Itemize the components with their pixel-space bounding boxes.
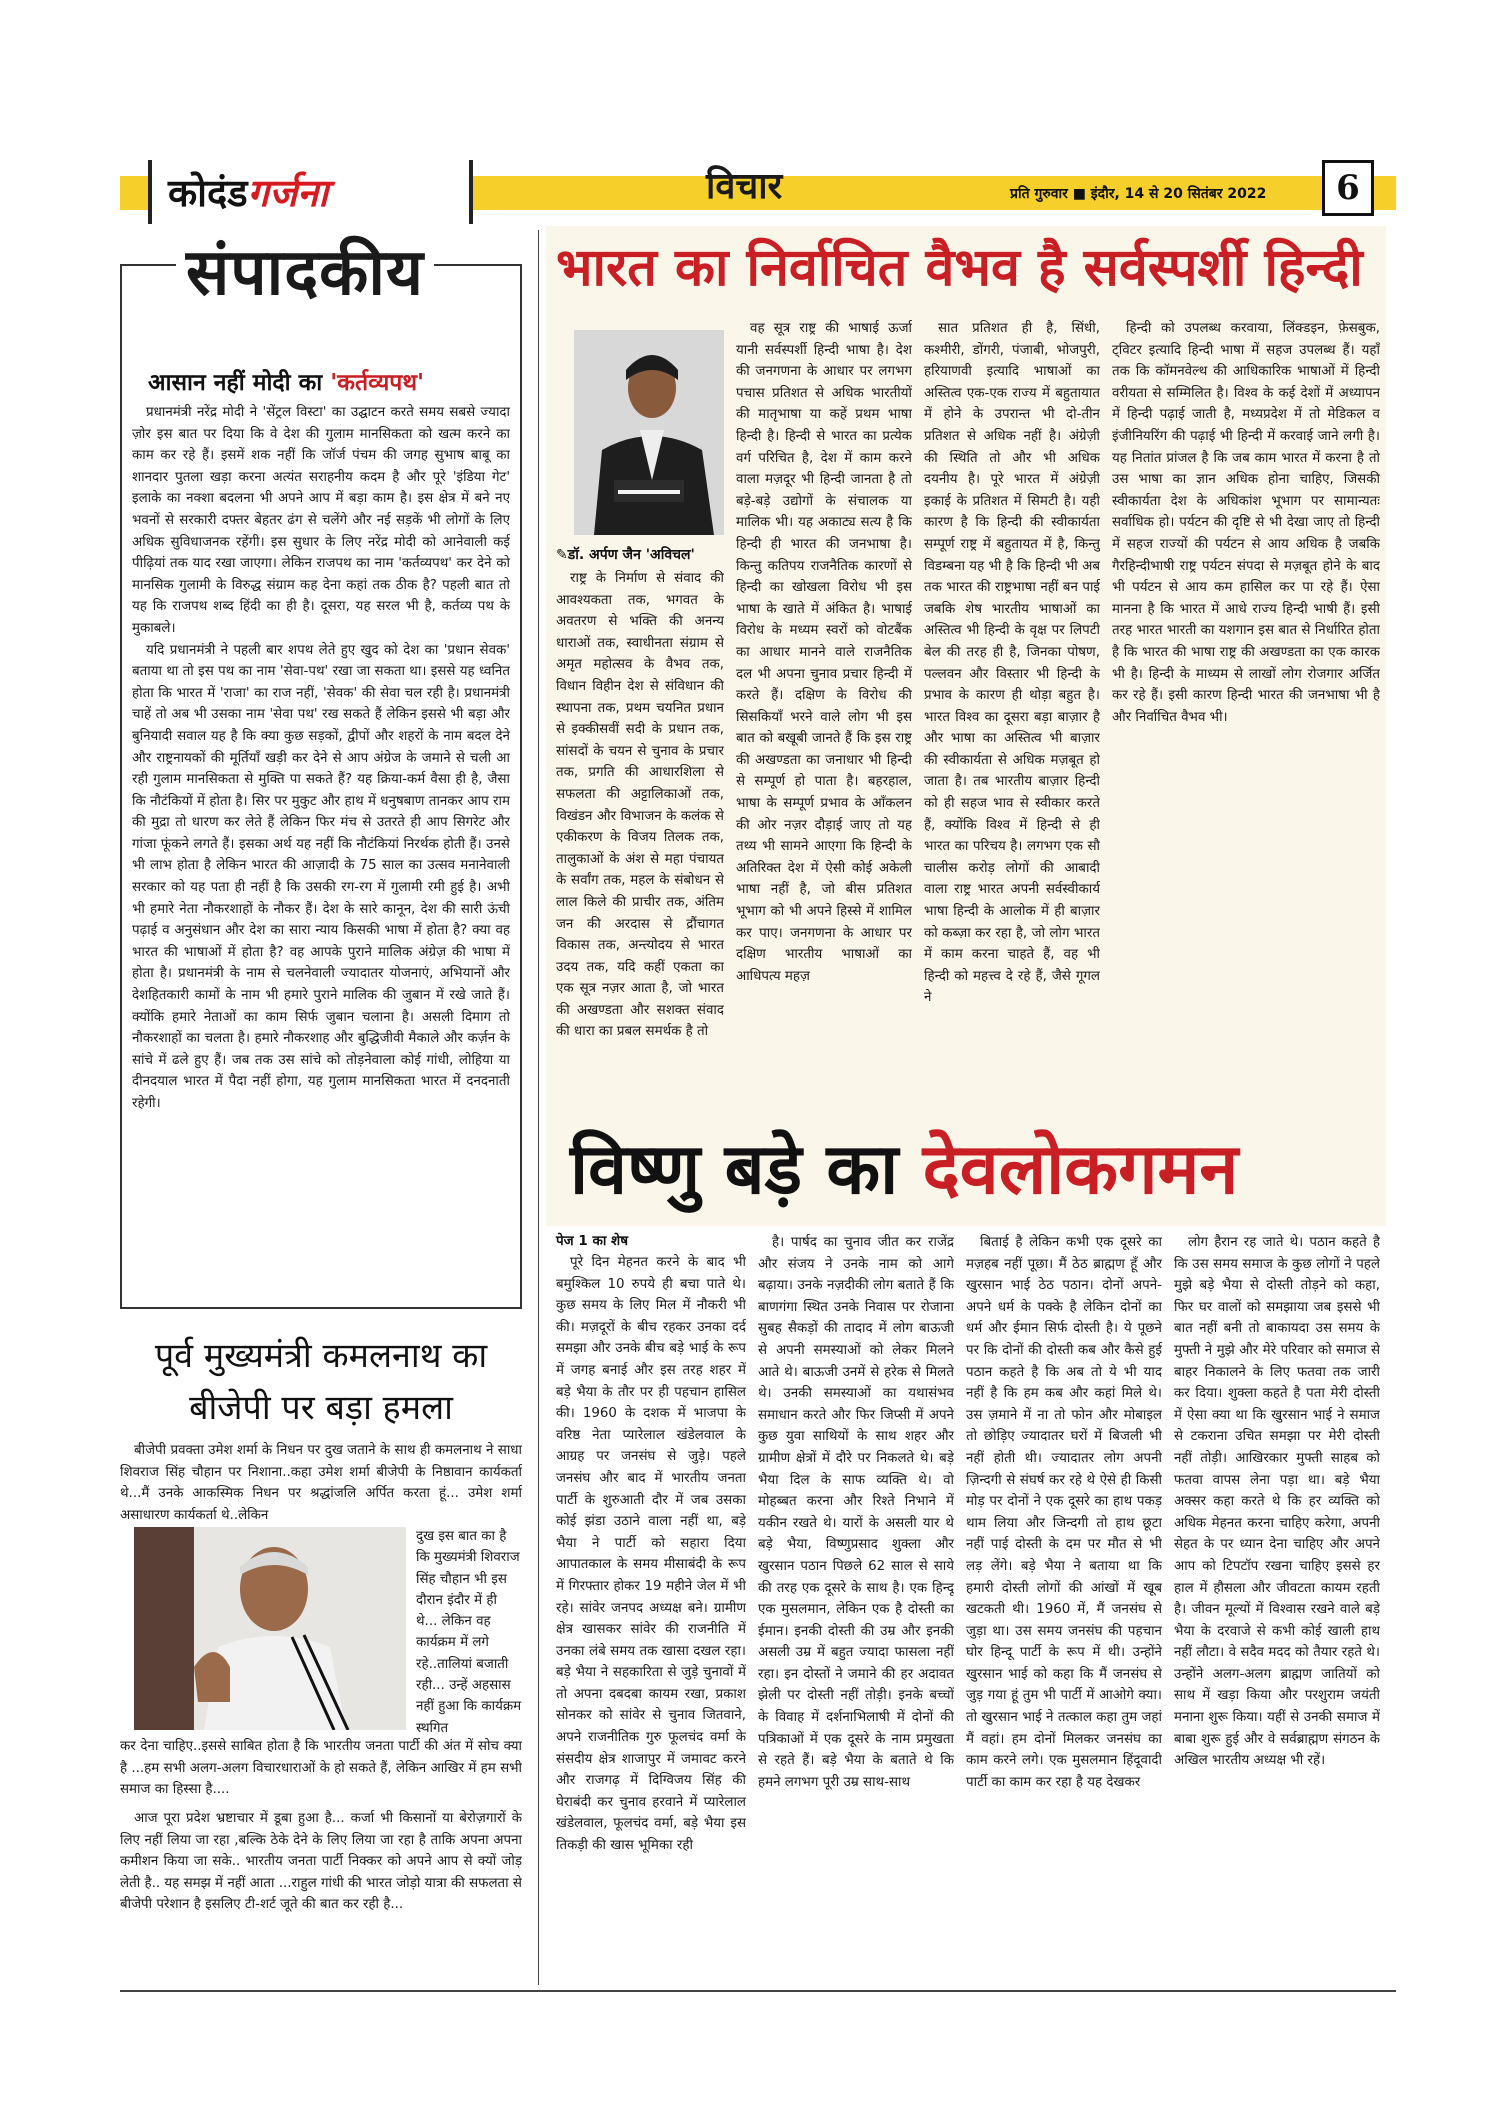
editorial-headline-highlight: 'कर्तव्यपथ': [330, 370, 425, 396]
kamalnath-body: [120, 1736, 522, 1808]
kamalnath-side-text-body: दुख इस बात का है कि मुख्यमंत्री शिवराज सिंह चौहान भी इस दौरान इंदौर में ही थे... लेकिन वह कार्यक्रम में लगे रहे..तालियां बजाती रही... उन्हें अहसास नहीं हुआ कि कार्यक्रम स्थगित: [416, 1529, 522, 1736]
hindi-article-text: राष्ट्र के निर्माण से संवाद की आवश्यकता तक, भगवत के अवतरण से भक्ति की अनन्य धाराओं तक, स्वाधीनता संग्राम से अमृत महोत्सव के वैभव तक, विधान विहीन देश से संविधान की स्थापना तक, प्रथम चयनित प्रधान से इक्कीसवीं सदी के प्रधान तक, सांसदों के चयन से चुनाव के प्रचार तक, प्रगति की आधारशिला से सफलता की अट्टालिकाओं तक, विखंडन और विभाजन के कलंक से एकीकरण के विजय तिलक तक, तालुकाओं के अंश से महा पंचायत के सर्वांग तक, महल के संबोधन से लाल किले की प्राचीर तक, अंतिम जन की अरदास से द्रौंचागत विकास तक, अन्त्योदय से भारत उदय तक, यदि कहीं एकता का एक सूत्र नज़र आता है, जो भारत की अखण्डता और सशक्त संवाद की धारा का प्रबल समर्थक है तो: [556, 571, 724, 1040]
hindi-article-column-4: [1112, 318, 1380, 1073]
kamalnath-photo-image: [134, 1527, 406, 1730]
vishnu-article-text: है। पार्षद का चुनाव जीत कर राजेंद्र और संजय ने उनके नाम को आगे बढ़ाया। उनके नज़दीकी लोग बताते हैं कि बाणगंगा स्थित उनके निवास पर रोजाना सुबह सैकड़ों की तादाद में लोग बाऊजी से अपनी समस्याओं को लेकर मिलने आते थे। बाऊजी उनमें से हरेक से मिलते थे। उनकी समस्याओं का यथासंभव समाधान करते और फिर जिप्सी में अपने कुछ युवा साथियों के साथ शहर और ग्रामीण क्षेत्रों में दौरे पर निकलते थे। बड़े भैया दिल के साफ व्यक्ति थे। वो मोहब्बत करना और रिश्ते निभाने में यकीन रखते थे। यारों के असली यार थे बड़े भैया, विष्णुप्रसाद शुक्ला और खुरसान पठान पिछले 62 साल से साये की तरह एक दूसरे के साथ है। एक हिन्दू एक मुसलमान, लेकिन एक है दोस्ती का ईमान। इनकी दोस्ती की उम्र और इनकी असली उम्र में बहुत ज्यादा फासला नहीं रहा। इन दोस्तों ने जमाने की हर अदावत झेली पर दोस्ती नहीं तोड़ी। इनके बच्चों के विवाह में दर्शनाभिलाषी में दोनों की पत्रिकाओं में एक दूसरे के नाम प्रमुखता से रहते हैं। बड़े भैया के बताते थे कि हमने लगभग पूरी उम्र साथ-साथ: [758, 1235, 954, 1790]
bottom-rule: [120, 1990, 1396, 1992]
hindi-article-column-1: [556, 568, 724, 1073]
author-photo-image: [574, 330, 724, 535]
vishnu-headline-red: देवलोकगमन: [922, 1127, 1239, 1210]
hindi-article-headline: भारत का निर्वाचित वैभव है सर्वस्पर्शी हिन्दी: [556, 237, 1363, 298]
hindi-article-text: सात प्रतिशत ही है, सिंधी, कश्मीरी, डोंगरी, पंजाबी, भोजपुरी, हरियाणवी इत्यादि भाषाओं का अस्तित्व एक-एक राज्य में बहुतायात में होने के उपरान्त भी दो-तीन प्रतिशत से अधिक नहीं है। अंग्रेज़ी की स्थिति तो और भी अधिक दयनीय है। पूरे भारत में अंग्रेज़ी इकाई के प्रतिशत में सिमटी है। यही कारण है कि हिन्दी की स्वीकार्यता सम्पूर्ण राष्ट्र में बहुतायत में है, किन्तु विडम्बना यह भी है कि हिन्दी भी अब तक भारत की राष्ट्रभाषा नहीं बन पाई जबकि शेष भारतीय भाषाओं का अस्तित्व भी हिन्दी के वृक्ष पर लिपटी बेल की तरह ही है, जिनका पोषण, पल्लवन और विस्तार भी हिन्दी के प्रभाव के कारण ही थोड़ा बहुत है। भारत विश्व का दूसरा बड़ा बाज़ार है और भाषा का अस्तित्व भी बाज़ार की स्वीकार्यता से अधिक मज़बूत हो जाता है। तब भारतीय बाज़ार हिन्दी को ही सहज भाव से स्वीकार करते हैं, क्योंकि विश्व में हिन्दी से ही भारत का परिचय है। लगभग एक सौ चालीस करोड़ लोगों की आबादी वाला राष्ट्र भारत अपनी सर्वस्वीकार्य भाषा हिन्दी के आलोक में ही बाज़ार को कब्ज़ा कर रहा है, जो लोग भारत में काम करना चाहते हैं, वह भी हिन्दी को महत्त्व दे रहे हैं, जैसे गूगल ने: [924, 321, 1100, 1006]
editorial-headline: [148, 365, 424, 397]
dateline: प्रति गुरुवार ■ इंदौर, 14 से 20 सितंबर 2022: [1010, 186, 1267, 202]
logo-text-part2: गर्जना: [247, 170, 329, 215]
hindi-article-text: वह सूत्र राष्ट्र की भाषाई ऊर्जा यानी सर्वस्पर्शी हिन्दी भाषा है। देश की जनगणना के आधार पर लगभग पचास प्रतिशत से अधिक भारतीयों की मातृभाषा या कहें प्रथम भाषा हिन्दी है। हिन्दी से भारत का प्रत्येक वर्ग परिचित है, देश में काम करने वाला मज़दूर भी हिन्दी जानता है तो बड़े-बड़े उद्योगों के संचालक या मालिक भी। यह अकाट्य सत्य है कि हिन्दी ही भारत की जनभाषा है। किन्तु कतिपय राजनैतिक कारणों से हिन्दी का खोखला विरोध भी इस भाषा के खाते में अंकित है। भाषाई विरोध के मध्यम स्वरों को वोटबैंक का आधार मानने वाले राजनैतिक दल भी अपना चुनाव प्रचार हिन्दी में करते हैं। दक्षिण के विरोध की सिसकियाँ भरने वाले लोग भी इस बात को बखूबी जानते हैं कि इस राष्ट्र की अखण्डता का जनाधार भी हिन्दी से सम्पूर्ण हो पाता है। बहरहाल, भाषा के सम्पूर्ण प्रभाव के आँकलन की ओर नज़र दौड़ाई जाए तो यह तथ्य भी सामने आएगा कि हिन्दी के अतिरिक्त देश में ऐसी कोई अकेली भाषा नहीं है, जो बीस प्रतिशत भूभाग को भी अपने हिस्से में शामिल कर पाए। जनगणना के आधार पर दक्षिण भारतीय भाषाओं का आधिपत्य महज़: [736, 321, 912, 984]
vishnu-article-column-4: [1174, 1232, 1380, 1982]
hindi-article-column-2: [736, 318, 912, 1073]
section-title: विचार: [706, 165, 783, 207]
kamalnath-intro: [120, 1440, 522, 1526]
kamalnath-body-text-2: आज पूरा प्रदेश भ्रष्टाचार में डूबा हुआ है... कर्जा भी किसानों या बेरोज़गारों के लिए नहीं लिया जा रहा ,बल्कि ठेके देने के लिए लिया जा रहा है ताकि अपना अपना कमीशन किया जा सके.. भारतीय जनता पार्टी निक्कर को अपने आप से क्यों जोड़ लेती है.. यह समझ में नहीं आता ...राहुल गांधी की भारत जोड़ो यात्रा की सफलता से बीजेपी परेशान है इसलिए टी-शर्ट जूते की बात कर रही है...: [120, 1811, 522, 1913]
newspaper-logo: [148, 160, 473, 224]
vishnu-article-column-1: [556, 1252, 746, 1982]
page-number: 6: [1322, 160, 1374, 216]
vishnu-article-text: लोग हैरान रह जाते थे। पठान कहते है कि उस समय समाज के कुछ लोगों ने पहले मुझे बड़े भैया से दोस्ती तोड़ने को कहा, फिर घर वालों को समझाया जब इससे भी बात नहीं बनी तो बाकायदा उस समय के मुफ्ती ने मुझे और मेरे परिवार को समाज से बाहर निकालने के लिए फतवा तक जारी कर दिया। शुक्ला कहते है पता मेरी दोस्ती में ऐसा क्या था कि खुरसान भाई ने समाज से टकराना उचित समझा पर मेरी दोस्ती नहीं तोड़ी। आखिरकार मुफ्ती साहब को फतवा वापस लेना पड़ा था। बड़े भैया अक्सर कहा करते थे कि हर व्यक्ति को अधिक मेहनत करना चाहिए करेगा, अपनी सेहत के पर ध्यान देना चाहिए और अपने आप को टिपटॉप रखना चाहिए इससे हर हाल में हौसला और जीवटता कायम रहती है। जीवन मूल्यों में विश्वास रखने वाले बड़े भैया के दरवाजे से कभी कोई खाली हाथ नहीं लौटा। वे सदैव मदद को तैयार रहते थे। उन्होंने अलग-अलग ब्राह्मण जातियों को साथ में खड़ा किया और परशुराम जयंती मनाना शुरू किया। यहीं से उनकी समाज में बाबा शुरू हुई और वे सर्वब्राह्मण संगठन के अखिल भारतीय अध्यक्ष भी रहें।: [1174, 1235, 1380, 1769]
editorial-label: संपादकीय: [176, 226, 434, 313]
editorial-paragraph: यदि प्रधानमंत्री ने पहली बार शपथ लेते हुए खुद को देश का 'प्रधान सेवक' बताया था तो इस पथ का नाम 'सेवा-पथ' रखा जा सकता था। इससे यह ध्वनित होता कि भारत में 'राजा' का राज नहीं, 'सेवक' की सेवा चल रही है। प्रधानमंत्री चाहें तो अब भी उसका नाम 'सेवा पथ' रख सकते हैं लेकिन इससे भी बड़ा और बुनियादी सवाल यह है कि क्या कुछ सड़कों, द्वीपों और शहरों के नाम बदल देने और राष्ट्रनायकों की मूर्तियाँ खड़ी कर देने से आप अंग्रेज के जमाने से चली आ रही गुलाम मानसिकता से मुक्ति पा सकते हैं? यह क्रिया-कर्म वैसा ही है, जैसा कि नौटंकियों में होता है। सिर पर मुकुट और हाथ में धनुषबाण तानकर आप राम की मुद्रा तो धारण कर लेते हैं लेकिन फिर मंच से उतरते ही आप सिगरेट और गांजा फूंकने लगते हैं। इसका अर्थ यह नहीं कि नौटंकियां निरर्थक होती हैं। उनसे भी लाभ होता है लेकिन भारत की आज़ादी के 75 साल का उत्सव मनानेवाली सरकार को यह पता ही नहीं है कि उसकी रग-रग में गुलामी रमी हुई है। अभी भी हमारे नेता नौकरशाहों के नौकर हैं। देश के सारे कानून, देश की सारी ऊंची पढ़ाई व अनुसंधान और देश का सारा न्याय किसकी भाषा में होता है? क्या वह भारत की भाषाओं में होता है? वह आपके पुराने मालिक अंग्रेज़ की भाषा में होता है। प्रधानमंत्री के नाम से चलनेवाली ज्यादातर योजनाएं, अभियानों और देशहितकारी कामों के नाम भी हमारे पुराने मालिक की जुबान में रखे जाते हैं। क्योंकि हमारे नेताओं का काम सिर्फ जुबान चलाना है। असली दिमाग तो नौकरशाहों का चलता है। हमारे नौकरशाह और बुद्धिजीवी मैकाले और कर्ज़न के सांचे में ढले हुए हैं। जब तक उस सांचे को तोड़नेवाला कोई गांधी, लोहिया या दीनदयाल भारत में पैदा नहीं होगा, यह गुलाम मानसिकता भारत में दनदनाती रहेगी।: [132, 642, 510, 1111]
author-photo: [574, 330, 724, 535]
kamalnath-side-text: [416, 1526, 522, 1736]
vishnu-article-column-2: [758, 1232, 954, 1982]
vishnu-article-headline: [570, 1118, 1238, 1214]
vishnu-article-text: पूरे दिन मेहनत करने के बाद भी बमुश्किल 10 रुपये ही बचा पाते थे। कुछ समय के लिए मिल में नौकरी भी की। मज़दूरों के बीच रहकर उनका दर्द समझा और उनके बीच बड़े भाई के रूप में जगह बनाई और इस तरह शहर में बड़े भैया के तौर पर ही पहचान हासिल की। 1960 के दशक में भाजपा के वरिष्ठ नेता प्यारेलाल खंडेलवाल के आग्रह पर जनसंघ से जुड़े। पहले जनसंघ और बाद में भारतीय जनता पार्टी के शुरुआती दौर में जब उसका कोई झंडा उठाने वाला नहीं था, बड़े भैया ने पार्टी को सहारा दिया आपातकाल के समय मीसाबंदी के रूप में गिरफ्तार होकर 19 महीने जेल में भी रहे। सांवेर जनपद अध्यक्ष बने। ग्रामीण क्षेत्र खासकर सांवेर की राजनीति में उनका लंबे समय तक खासा दखल रहा। बड़े भैया ने सहकारिता से जुड़े चुनावों में तो अपना दबदबा कायम रखा, प्रकाश सोनकर को सांवेर से चुनाव जितवाने, अपने राजनीतिक गुरु फूलचंद वर्मा के संसदीय क्षेत्र शाजापुर में जमावट करने और राजगढ़ में दिग्विजय सिंह की घेराबंदी कर चुनाव हरवाने में प्यारेलाल खंडेलवाल, फूलचंद वर्मा, बड़े भैया इस तिकड़ी की खास भूमिका रही: [556, 1255, 746, 1854]
hindi-article-text: हिन्दी को उपलब्ध करवाया, लिंक्डइन, फ़ेसबुक, ट्विटर इत्यादि हिन्दी भाषा में सहज उपलब्ध हैं। यहाँ तक कि कॉमनवेल्थ की आधिकारिक भाषाओं में हिन्दी वरीयता से सम्मिलित है। विश्व के कई देशों में अध्यापन में हिन्दी पढ़ाई जाती है, मध्यप्रदेश में तो मेडिकल व इंजीनियरिंग की पढ़ाई भी हिन्दी में करवाई जाने लगी है। यह नितांत प्रांजल है कि जब काम भारत में करना है तो उस भाषा का ज्ञान अधिक होना चाहिए, जिसकी स्वीकार्यता देश के अधिकांश भूभाग पर सामान्यतः सर्वाधिक हो। पर्यटन की दृष्टि से भी देखा जाए तो हिन्दी में सहज राज्यों की पर्यटन से आय अधिक है जबकि गैरहिन्दीभाषी राष्ट्र पर्यटन संपदा से मज़बूत होने के बाद भी पर्यटन से आय कम हासिल कर पा रहे हैं। ऐसा मानना है कि भारत में आधे राज्य हिन्दी भाषी हैं। इसी तरह भारत भारती का यशगान इस बात से निर्धारित होता है कि भारत की भाषा राष्ट्र की अखण्डता का एक कारक भी है। हिन्दी के माध्यम से लाखों लोग रोजगार अर्जित कर रहे हैं। इसी कारण हिन्दी भारत की जनभाषा भी है और निर्वाचित वैभव भी।: [1112, 321, 1380, 725]
editorial-body: [132, 402, 510, 1302]
kamalnath-photo: [134, 1527, 406, 1730]
hindi-article-column-3: [924, 318, 1100, 1073]
column-divider: [538, 230, 539, 1985]
editorial-paragraph: प्रधानमंत्री नरेंद्र मोदी ने 'सेंट्रल विस्टा' का उद्घाटन करते समय सबसे ज्यादा ज़ोर इस बात पर दिया कि वे देश की गुलाम मानसिकता को खत्म करने का काम कर रहे हैं। इसमें शक नहीं कि जॉर्ज पंचम की जगह सुभाष बाबू का शानदार पुतला खड़ा करना अत्यंत सराहनीय कदम है और पूरे 'इंडिया गेट' इलाके का नक्शा बदलना भी अपने आप में बड़ा काम है। इस क्षेत्र में बने नए भवनों से सरकारी दफ्तर बेहतर ढंग से चलेंगे और नई सड़कें भी लोगों के लिए अधिक सुविधाजनक रहेंगी। इस सुधार के लिए नरेंद्र मोदी को आनेवाली कई पीढ़ियां तक याद रखा जाएगा। लेकिन राजपथ का नाम 'कर्तव्यपथ' कर देने को मानसिक गुलामी के विरुद्ध संग्राम कह देना कहां तक ठीक है? पहली बात तो यह कि राजपथ शब्द हिंदी का ही है। दूसरा, यह सरल भी है, कर्तव्य पथ के मुकाबले।: [132, 405, 510, 636]
author-byline: ✎डॉ. अर्पण जैन 'अविचल': [556, 547, 695, 563]
kamalnath-intro-text: बीजेपी प्रवक्ता उमेश शर्मा के निधन पर दुख जताने के साथ ही कमलनाथ ने साधा शिवराज सिंह चौहान पर निशाना..कहा उमेश शर्मा बीजेपी के निष्ठावान कार्यकर्ता थे...मैं उनके आकस्मिक निधन पर श्रद्धांजलि अर्पित करता हूं... उमेश शर्मा असाधारण कार्यकर्ता थे..लेकिन: [120, 1443, 522, 1523]
logo-text-part1: कोदंड: [168, 170, 248, 215]
vishnu-headline-black: विष्णु बड़े का: [570, 1127, 899, 1210]
editorial-headline-prefix: आसान नहीं मोदी का: [148, 370, 331, 396]
kamalnath-body-2: [120, 1808, 522, 1980]
kamalnath-body-text: कर देना चाहिए..इससे साबित होता है कि भारतीय जनता पार्टी की अंत में सोच क्या है ...हम सभी अलग-अलग विचारधाराओं के हो सकते हैं, लेकिन आखिर में हम सभी समाज का हिस्सा है....: [120, 1739, 522, 1798]
vishnu-article-column-3: [966, 1232, 1162, 1982]
continued-from-label: पेज 1 का शेष: [556, 1233, 629, 1249]
vishnu-article-text: बिताई है लेकिन कभी एक दूसरे का मज़हब नहीं पूछा। मैं ठेठ ब्राह्मण हूँ और खुरसान भाई ठेठ पठान। दोनों अपने-अपने धर्म के पक्के है लेकिन दोनों का धर्म और ईमान सिर्फ दोस्ती है। ये पूछने पर कि दोनों की दोस्ती कब और कैसे हुई पठान कहते है कि अब तो ये भी याद नहीं है कि हम कब और कहां मिले थे। उस ज़माने में ना तो फोन और मोबाइल तो छोड़िए ज्यादातर घरों में बिजली भी नहीं होती थी। ज्यादातर लोग अपनी ज़िन्दगी से संघर्ष कर रहे थे ऐसे ही किसी मोड़ पर दोनों ने एक दूसरे का हाथ पकड़ थाम लिया और जिन्दगी तो हाथ छूटा नहीं पाई दोस्ती के दम पर मौत से भी लड़ लेंगे। बड़े भैया ने बताया था कि हमारी दोस्ती लोगों की आंखों में खूब खटकती थी। 1960 में, मैं जनसंघ से जुड़ा था। उस समय जनसंघ की पहचान घोर हिन्दू पार्टी के रूप में थी। उन्होंने खुरसान भाई को कहा कि मैं जनसंघ से जुड़ गया हूं तुम भी पार्टी में आओगे क्या। तो खुरसान भाई ने तत्काल कहा तुम जहां मैं वहां। हम दोनों मिलकर जनसंघ का काम करने लगे। एक मुसलमान हिंदूवादी पार्टी का काम कर रहा है यह देखकर: [966, 1235, 1162, 1790]
kamalnath-article-headline: पूर्व मुख्यमंत्री कमलनाथ का बीजेपी पर बड़ा हमला: [154, 1336, 488, 1428]
